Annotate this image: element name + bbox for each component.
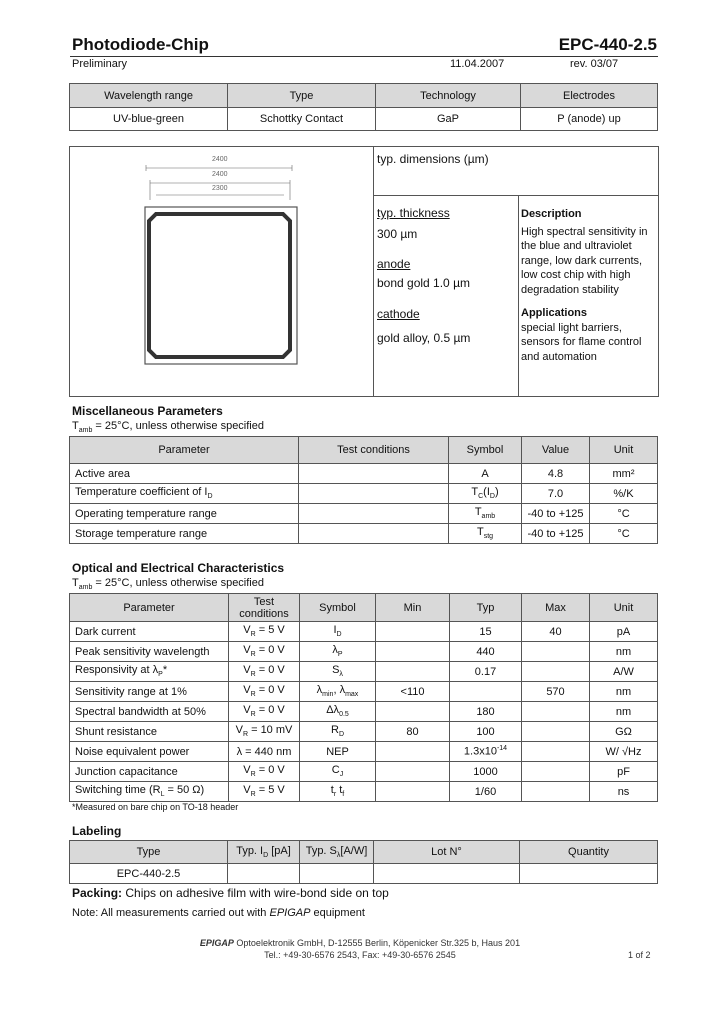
application-line: and automation xyxy=(521,350,597,363)
note-suffix: equipment xyxy=(310,907,365,919)
symbol-subscript: r xyxy=(333,791,337,799)
table-row xyxy=(70,864,658,884)
max-cell xyxy=(522,702,590,722)
symbol-text: , λ xyxy=(333,684,346,697)
cond-text: = 0 V xyxy=(255,764,285,777)
typ-cell xyxy=(450,762,522,782)
symbol-subscript: J xyxy=(339,771,344,779)
symbol-text: λ xyxy=(332,644,338,657)
cond-text: V xyxy=(243,624,251,637)
misc-header: Value xyxy=(522,437,590,464)
cond-text: V xyxy=(243,764,251,777)
param-cell xyxy=(70,782,229,802)
unit-cell: pF xyxy=(590,762,658,782)
divider xyxy=(374,195,658,196)
param-text: Dark current xyxy=(75,625,136,638)
summary-header: Technology xyxy=(376,84,521,108)
max-cell xyxy=(522,722,590,742)
param-cell xyxy=(70,682,229,702)
optical-table xyxy=(69,593,658,802)
packing-text xyxy=(72,886,389,900)
dimension-label: 2400 xyxy=(212,171,228,178)
table-row xyxy=(70,504,658,524)
cond-text: V xyxy=(243,784,251,797)
cond-cell xyxy=(229,682,300,702)
typ-text: 1.3x10 xyxy=(463,745,497,758)
symbol-text: NEP xyxy=(326,745,349,758)
labeling-header: Type xyxy=(70,841,228,864)
param-cell xyxy=(70,622,229,642)
table-row xyxy=(70,722,658,742)
cond-cell xyxy=(229,662,300,682)
cond-cell xyxy=(299,504,449,524)
anode-label: anode xyxy=(377,257,411,271)
param-text: Switching time (R xyxy=(75,784,161,797)
description-line: range, low dark currents, xyxy=(521,254,643,267)
typ-text: 100 xyxy=(476,725,495,738)
cond-text: V xyxy=(235,724,243,737)
header-subscript: D xyxy=(263,852,269,860)
misc-heading: Miscellaneous Parameters xyxy=(72,404,223,418)
cond-subscript: R xyxy=(242,731,249,739)
cond-subscript: R xyxy=(250,771,256,779)
typ-exponent: -14 xyxy=(496,745,508,753)
table-row xyxy=(70,682,658,702)
table-row xyxy=(70,742,658,762)
labeling-heading: Labeling xyxy=(72,824,122,838)
summary-header: Type xyxy=(228,84,376,108)
misc-conditions xyxy=(72,420,264,434)
unit-cell: A/W xyxy=(590,662,658,682)
cond-cell xyxy=(229,762,300,782)
symbol-text: T xyxy=(474,506,482,519)
cond-subscript: R xyxy=(250,671,256,679)
note-brand: EPIGAP xyxy=(269,907,311,919)
typ-text: 1000 xyxy=(473,765,498,778)
param-text: * xyxy=(162,664,168,677)
cond-text: λ = 440 nm xyxy=(236,745,292,758)
unit-cell: mm² xyxy=(590,464,658,484)
symbol-cell xyxy=(300,622,376,642)
symbol-text: t xyxy=(330,784,334,797)
cond-text: = 0 V xyxy=(255,704,285,717)
symbol-text: (I xyxy=(483,486,490,499)
misc-table xyxy=(69,436,658,544)
param-text: Active area xyxy=(75,467,131,480)
date-text: 11.04.2007 xyxy=(450,58,505,70)
param-cell xyxy=(70,662,229,682)
param-cell xyxy=(70,742,229,762)
labeling-cell xyxy=(228,864,300,884)
misc-header: Symbol xyxy=(449,437,522,464)
param-cell: Storage temperature range xyxy=(70,524,299,544)
optical-header: Test conditions xyxy=(229,594,300,622)
labeling-header: Quantity xyxy=(520,841,658,864)
param-text: Spectral bandwidth at 50% xyxy=(75,705,206,718)
cond-cell xyxy=(299,484,449,504)
unit-cell: %/K xyxy=(590,484,658,504)
packing-value: Chips on adhesive film with wire-bond side on top xyxy=(122,886,389,900)
typ-cell xyxy=(450,782,522,802)
symbol-subscript: D xyxy=(336,631,342,639)
unit-cell: nm xyxy=(590,642,658,662)
max-cell xyxy=(522,762,590,782)
table-row xyxy=(70,484,658,504)
symbol-subscript: λ xyxy=(339,671,343,679)
optical-header: Unit xyxy=(590,594,658,622)
summary-header: Electrodes xyxy=(521,84,658,108)
description-line: the blue and ultraviolet xyxy=(521,240,632,253)
labeling-header xyxy=(228,841,300,864)
unit-cell: W/ √Hz xyxy=(590,742,658,762)
max-cell: 570 xyxy=(522,682,590,702)
cond-cell xyxy=(229,622,300,642)
description-line: High spectral sensitivity in xyxy=(521,226,648,238)
status-text: Preliminary xyxy=(72,58,128,70)
dimension-label: 2300 xyxy=(212,185,228,192)
typ-text: 440 xyxy=(476,645,495,658)
revision-text: rev. 03/07 xyxy=(570,58,619,70)
cond-text: = 0 V xyxy=(255,664,285,677)
header-text: Typ. S xyxy=(305,844,337,857)
max-cell xyxy=(522,642,590,662)
symbol-cell xyxy=(300,642,376,662)
symbol-cell xyxy=(300,782,376,802)
param-cell xyxy=(70,484,299,504)
misc-header: Unit xyxy=(590,437,658,464)
summary-table xyxy=(69,83,658,131)
unit-cell: GΩ xyxy=(590,722,658,742)
cond-cell xyxy=(299,464,449,484)
cond-cell xyxy=(229,742,300,762)
part-number: EPC-440-2.5 xyxy=(558,35,657,54)
typ-text: 180 xyxy=(476,705,495,718)
min-cell: 80 xyxy=(376,722,450,742)
symbol-subscript: min xyxy=(322,691,334,699)
optical-header: Symbol xyxy=(300,594,376,622)
typ-cell xyxy=(450,682,522,702)
labeling-cell: EPC-440-2.5 xyxy=(70,864,228,884)
cond-text: = 0 V xyxy=(255,684,285,697)
value-cell: -40 to +125 xyxy=(522,504,590,524)
symbol-text: T xyxy=(476,526,484,539)
cond-cell xyxy=(229,782,300,802)
symbol-cell: A xyxy=(449,464,522,484)
cond-subscript: R xyxy=(250,631,256,639)
symbol-text: I xyxy=(333,624,337,637)
typ-cell xyxy=(450,662,522,682)
cond-subscript: amb xyxy=(78,427,93,435)
typ-cell xyxy=(450,722,522,742)
min-cell xyxy=(376,622,450,642)
thickness-value: 300 µm xyxy=(377,227,418,241)
symbol-cell xyxy=(300,722,376,742)
max-cell xyxy=(522,662,590,682)
typ-text: 0.17 xyxy=(474,665,497,678)
param-text: Noise equivalent power xyxy=(75,745,190,758)
min-cell xyxy=(376,702,450,722)
typ-cell xyxy=(450,622,522,642)
symbol-subscript: f xyxy=(342,791,345,799)
cond-subscript: amb xyxy=(78,584,93,592)
symbol-text: ) xyxy=(494,486,499,499)
labeling-table xyxy=(69,840,658,884)
description-line: degradation stability xyxy=(521,283,619,296)
footer-address xyxy=(0,938,720,948)
page-title: Photodiode-Chip xyxy=(72,35,209,54)
symbol-subscript: 0.5 xyxy=(339,711,349,719)
max-cell xyxy=(522,782,590,802)
cathode-label: cathode xyxy=(377,307,420,321)
header-text: [A/W] xyxy=(340,844,368,857)
summary-header: Wavelength range xyxy=(70,84,228,108)
unit-cell: °C xyxy=(590,524,658,544)
min-cell xyxy=(376,642,450,662)
footnote: *Measured on bare chip on TO-18 header xyxy=(72,802,239,812)
param-cell xyxy=(70,464,299,484)
symbol-subscript: max xyxy=(345,691,359,699)
applications-heading: Applications xyxy=(521,307,588,319)
cond-text: = 5 V xyxy=(255,784,285,797)
param-text: Responsivity at λ xyxy=(75,664,159,677)
table-row xyxy=(70,762,658,782)
symbol-cell xyxy=(449,484,522,504)
max-cell xyxy=(522,742,590,762)
symbol-subscript: C xyxy=(478,493,484,501)
param-text: Sensitivity range at 1% xyxy=(75,685,187,698)
typ-text: 15 xyxy=(479,625,492,638)
anode-value: bond gold 1.0 µm xyxy=(377,276,470,290)
symbol-subscript: stg xyxy=(483,533,494,541)
header-text: Typ. I xyxy=(236,844,264,857)
symbol-cell xyxy=(449,524,522,544)
param-text: Shunt resistance xyxy=(75,725,157,738)
table-row xyxy=(70,662,658,682)
cond-symbol: T xyxy=(72,420,79,432)
footer-phone: Tel.: +49-30-6576 2543, Fax: +49-30-6576 2545 xyxy=(264,950,456,960)
table-row xyxy=(70,702,658,722)
optical-heading: Optical and Electrical Characteristics xyxy=(72,561,285,575)
value-cell: 4.8 xyxy=(522,464,590,484)
header-text: [pA] xyxy=(268,844,291,857)
cond-text: V xyxy=(243,644,251,657)
symbol-cell xyxy=(300,702,376,722)
description-text xyxy=(521,225,648,297)
symbol-text: Δλ xyxy=(326,704,340,717)
symbol-cell xyxy=(300,742,376,762)
min-cell xyxy=(376,762,450,782)
symbol-cell xyxy=(300,762,376,782)
packing-label: Packing: xyxy=(72,886,123,900)
cond-text: = 5 V xyxy=(255,624,285,637)
cond-cell xyxy=(299,524,449,544)
cond-subscript: R xyxy=(250,651,256,659)
cond-cell xyxy=(229,702,300,722)
note-text xyxy=(72,907,365,919)
dimensions-heading: typ. dimensions (µm) xyxy=(377,152,489,166)
optical-conditions xyxy=(72,577,264,591)
divider xyxy=(518,195,519,396)
thickness-label: typ. thickness xyxy=(377,206,450,220)
value-cell: -40 to +125 xyxy=(522,524,590,544)
symbol-subscript: P xyxy=(337,651,343,659)
chip-drawing xyxy=(140,150,300,375)
symbol-text: T xyxy=(471,486,479,499)
optical-header: Typ xyxy=(450,594,522,622)
divider xyxy=(373,146,374,396)
typ-text: 1/60 xyxy=(474,785,497,798)
cond-text: = 25°C, unless otherwise specified xyxy=(92,420,264,432)
param-text: Junction capacitance xyxy=(75,765,178,778)
application-line: special light barriers, xyxy=(521,322,622,334)
symbol-text: t xyxy=(336,784,343,797)
cond-text: V xyxy=(243,684,251,697)
labeling-header xyxy=(300,841,374,864)
min-cell: <110 xyxy=(376,682,450,702)
cond-subscript: R xyxy=(250,691,256,699)
table-row xyxy=(70,464,658,484)
typ-cell xyxy=(450,642,522,662)
param-text: = 50 Ω) xyxy=(164,784,205,797)
param-text: Peak sensitivity wavelength xyxy=(75,645,210,658)
cond-symbol: T xyxy=(72,577,79,589)
param-cell: Operating temperature range xyxy=(70,504,299,524)
dimension-label: 2400 xyxy=(212,156,228,163)
value-cell: 7.0 xyxy=(522,484,590,504)
optical-header: Parameter xyxy=(70,594,229,622)
param-cell xyxy=(70,722,229,742)
summary-cell: UV-blue-green xyxy=(70,108,228,131)
labeling-cell xyxy=(300,864,374,884)
param-cell xyxy=(70,642,229,662)
cond-text: = 25°C, unless otherwise specified xyxy=(92,577,264,589)
symbol-text: λ xyxy=(316,684,323,697)
table-row xyxy=(70,524,658,544)
page-number: 1 of 2 xyxy=(628,950,651,960)
param-cell xyxy=(70,702,229,722)
cond-text: = 10 mV xyxy=(248,724,293,737)
cond-text: = 0 V xyxy=(255,644,285,657)
symbol-subscript: amb xyxy=(481,513,496,521)
min-cell xyxy=(376,662,450,682)
param-text: Temperature coefficient of I xyxy=(75,486,208,499)
footer-address-text: Optoelektronik GmbH, D-12555 Berlin, Köpenicker Str.325 b, Haus 201 xyxy=(233,938,521,948)
param-cell xyxy=(70,762,229,782)
note-prefix: Note: All measurements carried out with xyxy=(72,907,270,919)
min-cell xyxy=(376,782,450,802)
unit-cell: nm xyxy=(590,682,658,702)
labeling-header: Lot N° xyxy=(374,841,520,864)
labeling-cell xyxy=(520,864,658,884)
cond-subscript: R xyxy=(250,711,256,719)
unit-cell: ns xyxy=(590,782,658,802)
symbol-subscript: D xyxy=(489,493,495,501)
optical-header: Min xyxy=(376,594,450,622)
header-rule xyxy=(70,56,658,57)
symbol-text: S xyxy=(332,664,340,677)
symbol-cell xyxy=(300,662,376,682)
table-row xyxy=(70,622,658,642)
summary-cell: GaP xyxy=(376,108,521,131)
summary-cell: Schottky Contact xyxy=(228,108,376,131)
summary-cell: P (anode) up xyxy=(521,108,658,131)
param-subscript: D xyxy=(207,493,213,501)
cond-text: V xyxy=(243,664,251,677)
application-line: sensors for flame control xyxy=(521,336,642,349)
cathode-value: gold alloy, 0.5 µm xyxy=(377,331,471,345)
symbol-cell xyxy=(449,504,522,524)
typ-cell xyxy=(450,742,522,762)
unit-cell: °C xyxy=(590,504,658,524)
param-subscript: L xyxy=(160,791,165,799)
header-subscript: λ xyxy=(336,852,341,860)
table-row xyxy=(70,642,658,662)
applications-text xyxy=(521,321,641,364)
unit-cell: nm xyxy=(590,702,658,722)
max-cell: 40 xyxy=(522,622,590,642)
symbol-text: R xyxy=(330,724,339,737)
cond-cell xyxy=(229,642,300,662)
min-cell xyxy=(376,742,450,762)
symbol-subscript: D xyxy=(338,731,344,739)
symbol-text: C xyxy=(331,764,340,777)
table-row xyxy=(70,782,658,802)
optical-header: Max xyxy=(522,594,590,622)
description-heading: Description xyxy=(521,208,582,220)
param-subscript: P xyxy=(158,671,163,679)
misc-header: Test conditions xyxy=(299,437,449,464)
typ-cell xyxy=(450,702,522,722)
cond-text: V xyxy=(243,704,251,717)
cond-subscript: R xyxy=(250,791,256,799)
symbol-cell xyxy=(300,682,376,702)
labeling-cell xyxy=(374,864,520,884)
misc-header: Parameter xyxy=(70,437,299,464)
description-line: low cost chip with high xyxy=(521,269,631,282)
footer-brand: EPIGAP xyxy=(199,938,234,948)
unit-cell: pA xyxy=(590,622,658,642)
cond-cell xyxy=(229,722,300,742)
